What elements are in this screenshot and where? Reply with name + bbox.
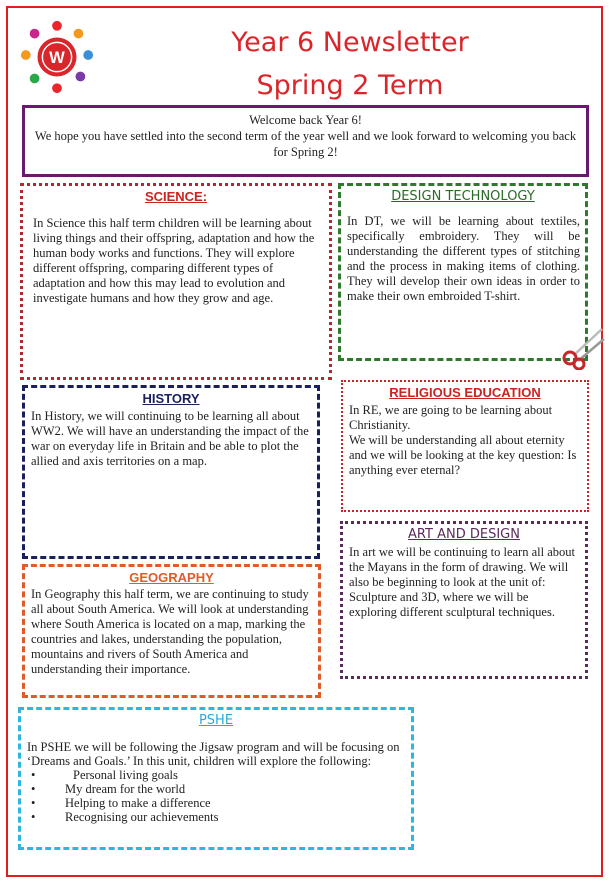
re-text (349, 403, 579, 478)
page-title: Year 6 Newsletter (231, 27, 469, 58)
pshe-list (27, 768, 405, 824)
art-design-section (340, 521, 588, 679)
scissors-icon (560, 325, 605, 370)
welcome-greeting: Welcome back Year 6! (249, 113, 362, 127)
page-subtitle: Spring 2 Term (256, 70, 444, 101)
history-text: In History, we will continuing to be learning all about WW2. We will have an understanding the impact of the war on everyday life in Britain and be able to plot the allied and axis territories on a map. (31, 409, 309, 468)
religious-education-section (341, 380, 589, 512)
history-heading: HISTORY (142, 391, 200, 406)
re-text-intro: In RE, we are going to be learning about Christianity. (349, 403, 553, 432)
welcome-box (22, 105, 589, 177)
school-logo (18, 18, 96, 96)
list-item: • My dream for the world (27, 782, 405, 796)
science-section (20, 183, 332, 380)
dt-text: In DT, we will be learning about textiles, specifically embroidery. They will be understanding the different types of stitching and the process in making items of clothing. They will develop their own ideas in order to make their own embroided T-shirt. (347, 214, 580, 303)
art-text: In art we will be continuing to learn all about the Mayans in the form of drawing. We will also be beginning to look at the unit of: Sculpture and 3D, where we will be exploring different sculptural techniques. (349, 545, 575, 619)
re-text-detail: We will be understanding all about eternity and we will be looking at the key question: Is anything ever eternal? (349, 433, 577, 477)
geography-text: In Geography this half term, we are continuing to study all about South America. We will look at understanding where South America is located on a map, marking the countries and lakes, understanding the population, mountains and rivers of South America and understanding their importance. (31, 587, 309, 676)
logo-letter: W (49, 47, 65, 67)
list-item: • Recognising our achievements (27, 810, 405, 824)
pshe-body (27, 740, 405, 824)
science-text: In Science this half term children will be learning about living things and their offspring, adaptation and how the human body works and functions. They will explore different offspring, comparing different types of adaptation and how this may lead to evolution and investigate humans and how they grow and age. (33, 216, 315, 305)
re-heading: RELIGIOUS EDUCATION (389, 385, 541, 400)
welcome-message: We hope you have settled into the second term of the year well and we look forward to welcoming you back for Spring 2! (34, 129, 577, 159)
pshe-heading: PSHE (198, 713, 234, 728)
pshe-section (18, 707, 414, 850)
list-item: • Helping to make a difference (27, 796, 405, 810)
list-item: • Personal living goals (27, 768, 405, 782)
geography-heading: GEOGRAPHY (129, 570, 214, 585)
history-section (22, 385, 320, 559)
science-heading: SCIENCE: (144, 189, 208, 204)
pshe-text: In PSHE we will be following the Jigsaw program and will be focusing on ‘Dreams and Goals.’ In this unit, children will explore the following: (27, 740, 400, 768)
design-technology-section (338, 183, 588, 361)
dt-heading: DESIGN TECHNOLOGY (391, 189, 535, 204)
art-heading: ART AND DESIGN (408, 527, 520, 542)
geography-section (22, 564, 321, 698)
